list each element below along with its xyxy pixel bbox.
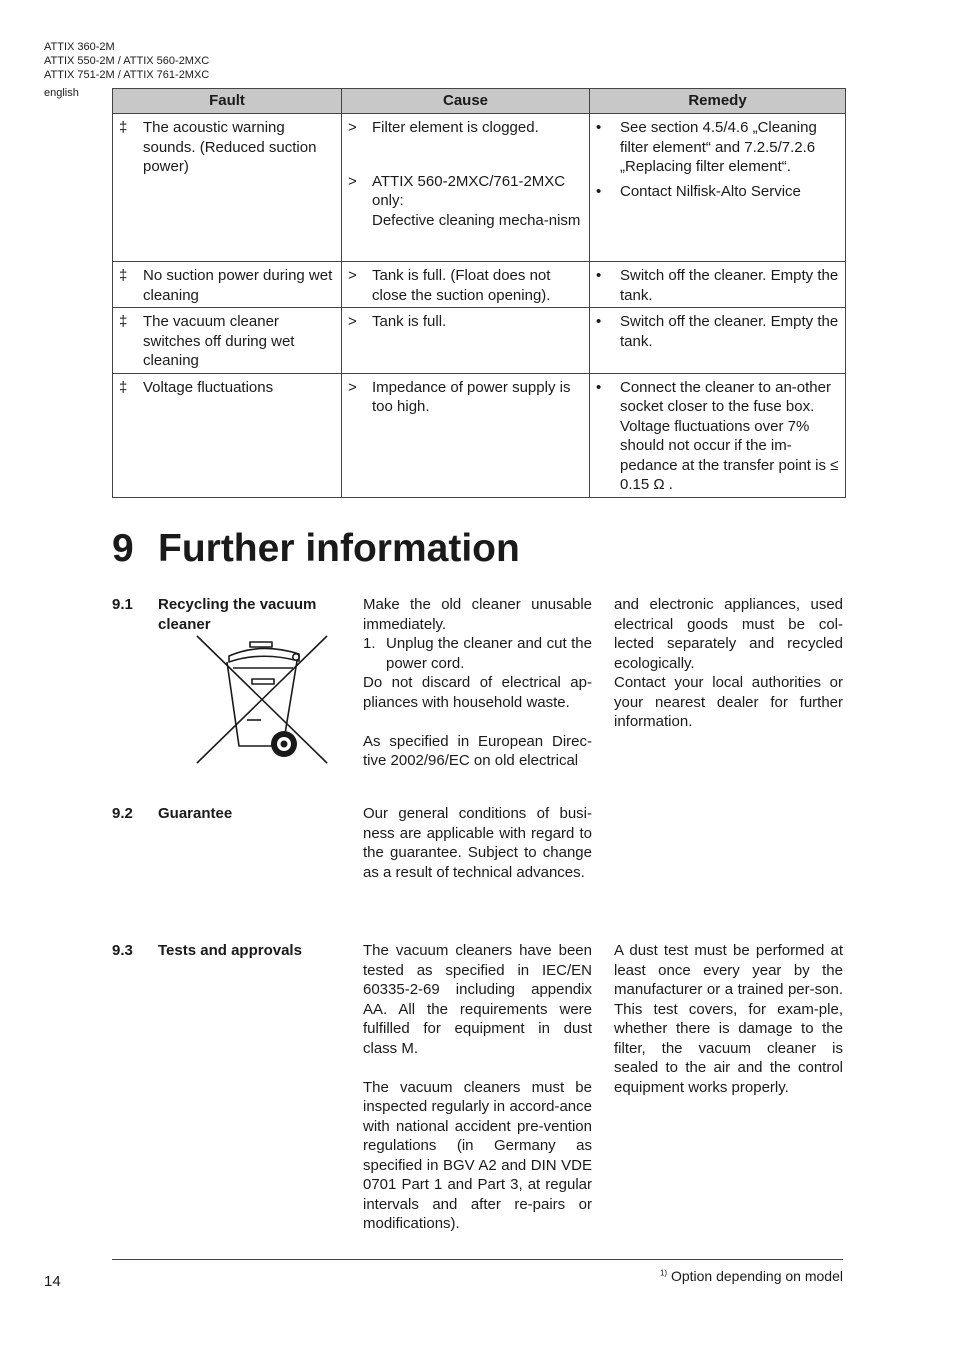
remedy-cell (590, 308, 846, 374)
section-title: Guarantee (158, 805, 233, 822)
remedy-cell (590, 262, 846, 308)
tests-column-2 (614, 941, 843, 1097)
column-header-cause: Cause (342, 89, 590, 114)
remedy-bullet: • (596, 313, 602, 330)
body-text: Contact your local authorities or your nearest dealer for further information. (614, 674, 843, 730)
footnote-mark: 1) (659, 1268, 668, 1278)
fault-cell (113, 308, 342, 374)
body-text: Our general conditions of busi-ness are applicable with regard to the guarantee. Subject to change as a result of technical advances. (363, 805, 592, 881)
fault-marker: ‡ (119, 313, 128, 330)
chapter-title: Further information (158, 527, 520, 570)
recycling-column-1 (363, 595, 592, 771)
list-number: 1. (363, 635, 376, 652)
fault-marker: ‡ (119, 378, 128, 396)
footer-divider (112, 1259, 843, 1260)
table-row (113, 114, 846, 262)
cause-cell (342, 114, 590, 262)
remedy-text: Switch off the cleaner. Empty the tank. (620, 313, 839, 350)
body-text: and electronic appliances, used electrical goods must be col-lected separately and recycled ecologically. (614, 596, 843, 672)
list-item (363, 634, 592, 673)
cause-marker: > (348, 378, 357, 396)
section-number: 9.2 (112, 805, 133, 822)
footnote (660, 1268, 843, 1284)
cause-marker: > (348, 267, 357, 284)
remedy-bullet: • (596, 119, 602, 136)
remedy-bullet: • (596, 378, 602, 396)
body-text: Do not discard of electrical ap-pliances with household waste. (363, 674, 592, 711)
cause-marker: > (348, 172, 357, 190)
remedy-bullet: • (596, 182, 602, 200)
section-title: Recycling the vacuum cleaner (158, 596, 317, 633)
cause-text: Filter element is clogged. (372, 119, 539, 136)
remedy-text: Connect the cleaner to an-other socket closer to the fuse box. Voltage fluctuations over 7% should not occur if the im-pedance at the transfer point is ≤ 0.15 Ω . (620, 378, 839, 493)
footnote-text: Option depending on model (670, 1268, 843, 1284)
column-header-fault: Fault (113, 89, 342, 114)
fault-marker: ‡ (119, 119, 128, 136)
cause-cell (342, 308, 590, 374)
model-line: ATTIX 751-2M / ATTIX 761-2MXC (44, 69, 210, 81)
remedy-text: See section 4.5/4.6 „Cleaning filter element“ and 7.2.5/7.2.6 „Replacing filter element“. (620, 119, 817, 175)
tests-column-1 (363, 941, 592, 1234)
cause-text: Tank is full. (372, 313, 447, 330)
body-text: As specified in European Direc-tive 2002/96/EC on old electrical (363, 732, 592, 769)
cause-marker: > (348, 313, 357, 330)
guarantee-column-1 (363, 804, 592, 882)
troubleshooting-table (112, 88, 846, 498)
body-text: The vacuum cleaners must be inspected regularly in accord-ance with national accident pre-vention regulations (in Germany as specified in BGV A2 and DIN VDE 0701 Part 1 and Part 3, at regular intervals and after re-pairs or modifications). (363, 1078, 592, 1232)
section-title: Tests and approvals (158, 942, 302, 959)
chapter-number: 9 (112, 527, 134, 570)
section-number: 9.1 (112, 596, 133, 613)
chapter-heading (112, 526, 520, 572)
crossed-out-wheelie-bin-icon (195, 634, 329, 765)
fault-cell (113, 262, 342, 308)
model-line: ATTIX 550-2M / ATTIX 560-2MXC (44, 55, 210, 67)
model-line: ATTIX 360-2M (44, 41, 115, 53)
table-row (113, 373, 846, 497)
page-number: 14 (44, 1273, 61, 1290)
fault-text: Voltage fluctuations (143, 378, 274, 396)
table-row (113, 262, 846, 308)
list-text: Unplug the cleaner and cut the power cord. (386, 635, 592, 672)
cause-cell (342, 373, 590, 497)
cause-text: ATTIX 560-2MXC/761-2MXC only: Defective cleaning mecha-nism (372, 172, 581, 229)
cause-text: Impedance of power supply is too high. (372, 378, 571, 415)
fault-cell (113, 373, 342, 497)
body-text: Make the old cleaner unusable immediately. (363, 596, 592, 633)
language-label: english (44, 87, 79, 99)
fault-text: No suction power during wet cleaning (143, 267, 333, 304)
remedy-cell (590, 114, 846, 262)
body-text: The vacuum cleaners have been tested as specified in IEC/EN 60335-2-69 including appendix AA. All the requirements were fulfilled for equipment in dust class M. (363, 942, 592, 1057)
cause-text: Tank is full. (Float does not close the suction opening). (372, 267, 551, 304)
table-row (113, 308, 846, 374)
column-header-remedy: Remedy (590, 89, 846, 114)
fault-marker: ‡ (119, 267, 128, 284)
cause-cell (342, 262, 590, 308)
table-header-row (113, 89, 846, 114)
remedy-text: Switch off the cleaner. Empty the tank. (620, 267, 839, 304)
remedy-cell (590, 373, 846, 497)
remedy-bullet: • (596, 267, 602, 284)
recycling-column-2 (614, 595, 843, 732)
fault-text: The acoustic warning sounds. (Reduced suction power) (143, 119, 317, 175)
section-number: 9.3 (112, 942, 133, 959)
fault-cell (113, 114, 342, 262)
body-text: A dust test must be performed at least once every year by the manufacturer or a trained per-son. This test covers, for exam-ple, whether there is damage to the filter, the vacuum cleaner is sealed to the air and the control equipment works properly. (614, 942, 843, 1096)
fault-text: The vacuum cleaner switches off during wet cleaning (143, 313, 295, 369)
remedy-text: Contact Nilfisk-Alto Service (620, 182, 801, 200)
model-list (44, 40, 209, 82)
cause-marker: > (348, 119, 357, 136)
